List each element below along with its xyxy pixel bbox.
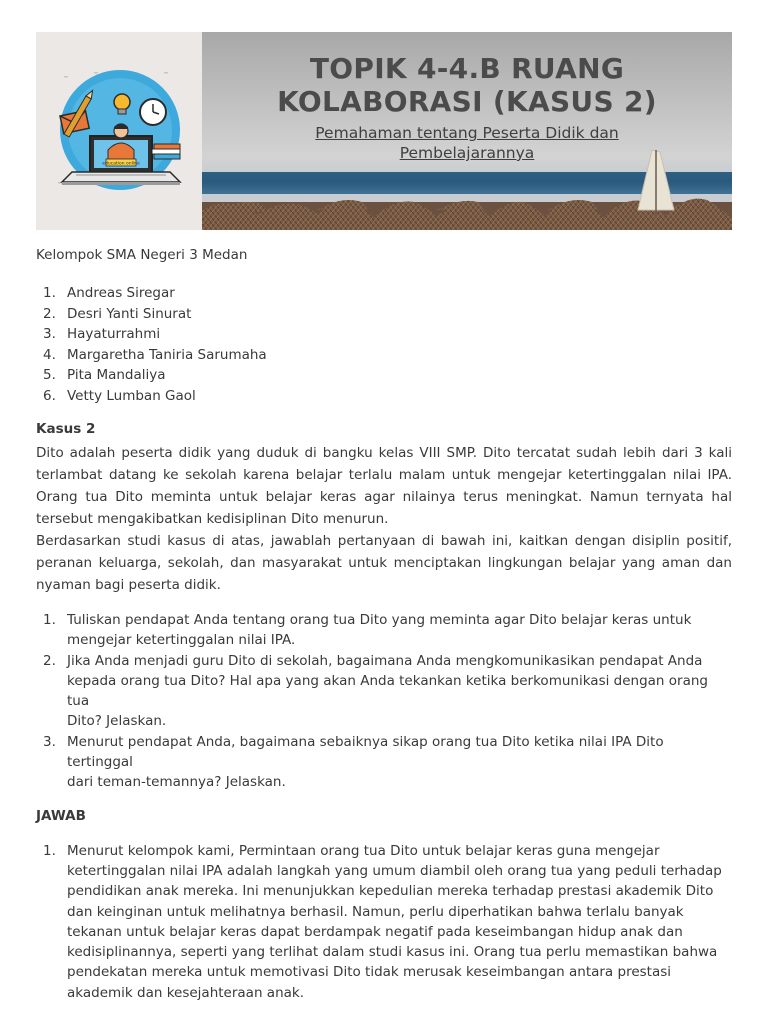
member-list (36, 283, 732, 406)
illustration-label: education online (102, 161, 140, 167)
page-title-line2: KOLABORASI (KASUS 2) (277, 85, 657, 118)
list-item: 3. Hayaturrahmi (43, 326, 161, 342)
case-paragraph-2: Berdasarkan studi kasus di atas, jawablah pertanyaan di bawah ini, kaitkan dengan disiplin positif, peranan keluarga, sekolah, dan masyarakat untuk menciptakan lingkungan belajar yang aman dan nyaman bagi peserta didik. (36, 533, 732, 593)
answer-line: kedisiplinannya, seperti yang terlihat dalam studi kasus ini. Orang tua perlu memastikan bahwa (67, 944, 718, 961)
answer-line: dan keinginan untuk melihatnya berhasil. Namun, perlu diperhatikan bahwa terlalu banyak (67, 903, 684, 920)
answer-line: tekanan untuk belajar keras dapat berdampak negatif pada keseimbangan hidup anak dan (67, 923, 683, 940)
page-title-line1: TOPIK 4-4.B RUANG (309, 52, 625, 85)
case-paragraph-1: Dito adalah peserta didik yang duduk di bangku kelas VIII SMP. Dito tercatat sudah lebih dari 3 kali terlambat datang ke sekolah karena belajar terlalu malam untuk mengejar ketertinggalan nilai IPA. Orang tua Dito meminta untuk belajar keras agar nilainya terus meningkat. Namun ternyata hal tersebut mengakibatkan kedisiplinan Dito menurun. (36, 445, 732, 527)
member-name: Pita Mandaliya (67, 367, 166, 383)
question-line: mengejar ketertinggalan nilai IPA. (67, 632, 296, 649)
question-list (36, 610, 732, 793)
answer-line: pendekatan mereka untuk memotivasi Dito tidak merusak keseimbangan antara prestasi (67, 964, 672, 981)
list-item: 1. Menurut kelompok kami, Permintaan orang tua Dito untuk belajar keras guna mengejar ketertinggalan nilai IPA adalah langkah yang umum diambil oleh orang tua yang peduli terhadap pendidikan anak mereka. Ini menunjukkan kepedulian mereka terhadap prestasi akademik Dito dan keinginan untuk melihatnya berhasil. Namun, perlu diperhatikan bahwa terlalu banyak tekanan untuk belajar keras dapat berdampak negatif pada keseimbangan hidup anak dan kedisiplinannya, seperti yang terlihat dalam studi kasus ini. Orang tua perlu memastikan bahwa pendekatan mereka untuk memotivasi Dito tidak merusak keseimbangan antara prestasi akademik dan kesejahteraan anak. (36, 841, 732, 1003)
online-education-illustration-icon (36, 32, 202, 230)
member-name: Desri Yanti Sinurat (67, 305, 192, 322)
list-item: 6. Vetty Lumban Gaol (43, 387, 196, 404)
document-content (36, 246, 732, 1003)
list-item: 3. Menurut pendapat Anda, bagaimana sebaiknya sikap orang tua Dito ketika nilai IPA Dito tertinggal dari teman-temannya? Jelaskan. (36, 732, 732, 793)
answer-list (36, 841, 732, 1003)
page-subtitle-line1: Pemahaman tentang Peserta Didik dan (315, 124, 619, 142)
answer-line: akademik dan kesejahteraan anak. (67, 984, 305, 1001)
list-item: 2. Desri Yanti Sinurat (43, 305, 192, 322)
list-item: 5. Pita Mandaliya (43, 367, 166, 383)
member-name: Margaretha Taniria Sarumaha (67, 346, 267, 363)
page-subtitle-line2: Pembelajarannya (399, 144, 535, 162)
answer-line: ketertinggalan nilai IPA adalah langkah yang umum diambil oleh orang tua yang peduli terhadap (67, 862, 722, 879)
answer-line: pendidikan anak mereka. Ini menunjukkan kepedulian mereka terhadap prestasi akademik Dito (67, 883, 714, 900)
question-line: dari teman-temannya? Jelaskan. (67, 774, 286, 791)
member-name: Hayaturrahmi (67, 326, 161, 342)
list-item: 4. Margaretha Taniria Sarumaha (43, 346, 267, 363)
question-line: Menurut pendapat Anda, bagaimana sebaiknya sikap orang tua Dito ketika nilai IPA Dito tertinggal (67, 733, 664, 771)
member-name: Andreas Siregar (67, 285, 175, 301)
list-item: 1. Andreas Siregar (43, 285, 175, 301)
list-item: 1. Tuliskan pendapat Anda tentang orang tua Dito yang meminta agar Dito belajar keras untuk mengejar ketertinggalan nilai IPA. (36, 610, 732, 651)
case-heading: Kasus 2 (36, 421, 96, 437)
list-item: 2. Jika Anda menjadi guru Dito di sekolah, bagaimana Anda mengkomunikasikan pendapat Anda kepada orang tua Dito? Hal apa yang akan Anda tekankan ketika berkomunikasi dengan orang tua Dito? Jelaskan. (36, 651, 732, 732)
answer-heading: JAWAB (36, 807, 86, 824)
member-name: Vetty Lumban Gaol (67, 387, 196, 404)
banner-illustration-panel (36, 32, 202, 230)
question-line: Tuliskan pendapat Anda tentang orang tua Dito yang meminta agar Dito belajar keras untuk (67, 612, 692, 628)
header-banner (36, 32, 732, 230)
group-label: Kelompok SMA Negeri 3 Medan (36, 247, 248, 263)
question-line: kepada orang tua Dito? Hal apa yang akan Anda tekankan ketika berkomunikasi dengan orang tua (67, 672, 708, 710)
page-subtitle (202, 123, 732, 163)
question-line: Dito? Jelaskan. (67, 713, 167, 730)
answer-line: Menurut kelompok kami, Permintaan orang tua Dito untuk belajar keras guna mengejar (67, 842, 660, 859)
page-title (202, 52, 732, 118)
question-line: Jika Anda menjadi guru Dito di sekolah, bagaimana Anda mengkomunikasikan pendapat Anda (67, 652, 703, 669)
